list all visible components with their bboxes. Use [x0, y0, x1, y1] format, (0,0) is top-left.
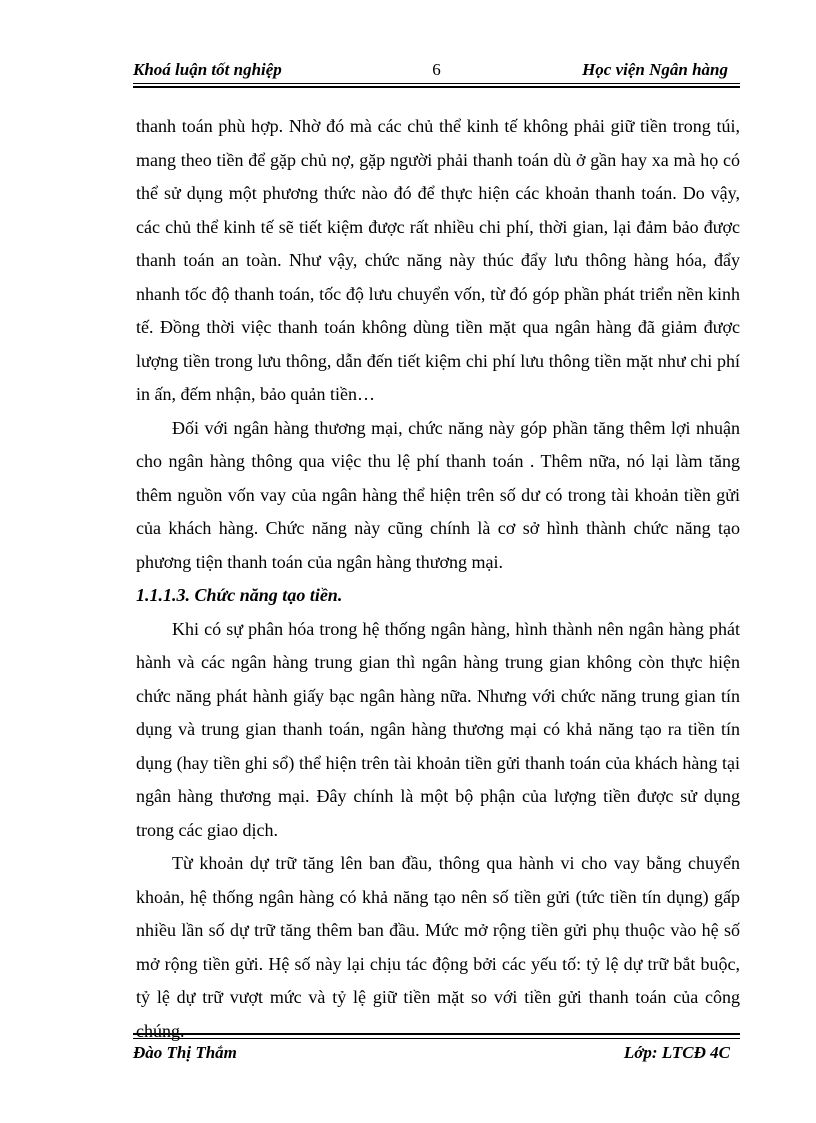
footer-author: Đào Thị Thắm	[133, 1043, 237, 1062]
paragraph-deposit-expansion: Từ khoản dự trữ tăng lên ban đầu, thông qua hành vi cho vay bằng chuyển khoản, hệ thống ngân hàng có khả năng tạo nên số tiền gửi (tức tiền tín dụng) gấp nhiều lần số dự trữ tăng thêm ban đầu. Mức mở rộng tiền gửi phụ thuộc vào hệ số mở rộng tiền gửi. Hệ số này lại chịu tác động bởi các yếu tố: tỷ lệ dự trữ bắt buộc, tỷ lệ dự trữ vượt mức và tỷ lệ giữ tiền mặt so với tiền gửi thanh toán của công chúng.	[136, 853, 740, 1041]
page-body	[136, 110, 740, 1048]
page-header	[133, 60, 740, 84]
paragraph-bank-benefit: Đối với ngân hàng thương mại, chức năng này góp phần tăng thêm lợi nhuận cho ngân hàng thông qua việc thu lệ phí thanh toán . Thêm nữa, nó lại làm tăng thêm nguồn vốn vay của ngân hàng thể hiện trên số dư có trong tài khoản tiền gửi của khách hàng. Chức năng này cũng chính là cơ sở hình thành chức năng tạo phương tiện thanh toán của ngân hàng thương mại.	[136, 417, 740, 572]
header-institution: Học viện Ngân hàng	[582, 60, 728, 79]
footer-rule-thin	[133, 1038, 740, 1039]
header-thesis-title: Khoá luận tốt nghiệp	[133, 60, 282, 79]
header-rule-thick	[133, 86, 740, 88]
page-footer	[133, 1043, 740, 1067]
header-rule-thin	[133, 83, 740, 84]
paragraph-continued: thanh toán phù hợp. Nhờ đó mà các chủ thể kinh tế không phải giữ tiền trong túi, mang theo tiền để gặp chủ nợ, gặp người phải thanh toán dù ở gần hay xa mà họ có thể sử dụng một phương thức nào đó để thực hiện các khoản thanh toán. Do vậy, các chủ thể kinh tế sẽ tiết kiệm được rất nhiều chi phí, thời gian, lại đảm bảo được thanh toán an toàn. Như vậy, chức năng này thúc đẩy lưu thông hàng hóa, đẩy nhanh tốc độ thanh toán, tốc độ lưu chuyển vốn, từ đó góp phần phát triển nền kinh tế. Đồng thời việc thanh toán không dùng tiền mặt qua ngân hàng đã giảm được lượng tiền trong lưu thông, dẫn đến tiết kiệm chi phí lưu thông tiền mặt như chi phí in ấn, đếm nhận, bảo quản tiền…	[136, 116, 740, 404]
footer-class: Lớp: LTCĐ 4C	[623, 1043, 730, 1062]
header-page-number: 6	[432, 60, 441, 79]
section-heading: 1.1.1.3. Chức năng tạo tiền.	[136, 585, 343, 605]
footer-rule-thick	[133, 1033, 740, 1035]
paragraph-money-creation: Khi có sự phân hóa trong hệ thống ngân hàng, hình thành nên ngân hàng phát hành và các ngân hàng trung gian thì ngân hàng trung gian không còn thực hiện chức năng phát hành giấy bạc ngân hàng nữa. Nhưng với chức năng trung gian tín dụng và trung gian thanh toán, ngân hàng thương mại có khả năng tạo ra tiền tín dụng (hay tiền ghi sổ) thể hiện trên tài khoản tiền gửi thanh toán của khách hàng tại ngân hàng thương mại. Đây chính là một bộ phận của lượng tiền được sử dụng trong các giao dịch.	[136, 618, 740, 840]
